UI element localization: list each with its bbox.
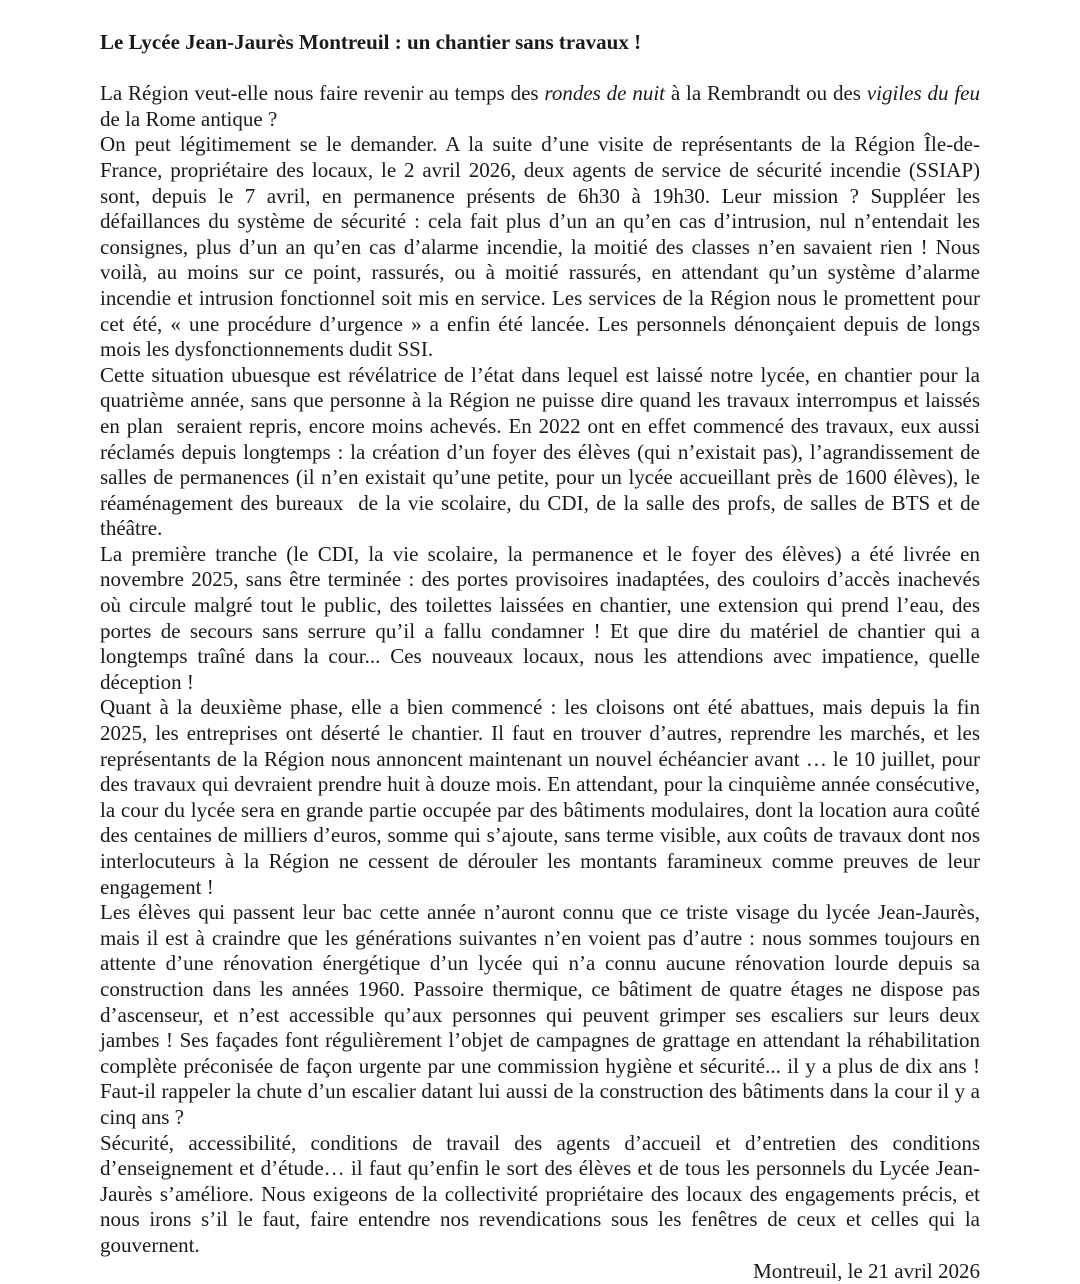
document-title: Le Lycée Jean-Jaurès Montreuil : un chantier sans travaux ! [100, 30, 980, 56]
body-paragraph-situation-ubuesque: Cette situation ubuesque est révélatrice de l’état dans lequel est laissé notre lycée, en chantier pour la quatrième année, sans que personne à la Région ne puisse dire quand les travaux interrompus et laissés en plan seraient repris, encore moins achevés. En 2022 ont en effet commencé des travaux, eux aussi réclamés depuis longtemps : la création d’un foyer des élèves (qui n’existait pas), l’agrandissement de salles de permanences (il n’en existait qu’une petite, pour un lycée accueillant près de 1600 élèves), le réaménagement des bureaux de la vie scolaire, du CDI, de la salle des profs, de salles de BTS et de théâtre. [100, 363, 980, 542]
body-paragraph-conclusion: Sécurité, accessibilité, conditions de travail des agents d’accueil et d’entretien des conditions d’enseignement et d’étude… il faut qu’enfin le sort des élèves et de tous les personnels du Lycée Jean-Jaurès s’améliore. Nous exigeons de la collectivité propriétaire des locaux des engagements précis, et nous irons s’il le faut, faire entendre nos revendications sous les fenêtres de ceux et celles qui la gouvernent. [100, 1131, 980, 1259]
signature-dateline: Montreuil, le 21 avril 2026 [100, 1259, 980, 1284]
body-paragraph-eleves-bac: Les élèves qui passent leur bac cette année n’auront connu que ce triste visage du lycée Jean-Jaurès, mais il est à craindre que les générations suivantes n’en voient pas d’autre : nous sommes toujours en attente d’une rénovation énergétique d’un lycée qui n’a connu aucune rénovation lourde depuis sa construction dans les années 1960. Passoire thermique, ce bâtiment de quatre étages ne dispose pas d’ascenseur, et n’est accessible qu’aux personnes qui peuvent grimper ses escaliers sur leurs deux jambes ! Ses façades font régulièrement l’objet de campagnes de grattage en attendant la réhabilitation complète préconisée de façon urgente par une commission hygiène et sécurité... il y a plus de dix ans ! Faut-il rappeler la chute d’un escalier datant lui aussi de la construction des bâtiments dans la cour il y a cinq ans ? [100, 900, 980, 1130]
italic-phrase-rondes-de-nuit: rondes de nuit [544, 81, 665, 105]
italic-phrase-vigiles-du-feu: vigiles du feu [867, 81, 980, 105]
body-paragraph-security-agents: On peut légitimement se le demander. A la suite d’une visite de représentants de la Région Île-de-France, propriétaire des locaux, le 2 avril 2026, deux agents de service de sécurité incendie (SSIAP) sont, depuis le 7 avril, en permanence présents de 6h30 à 19h30. Leur mission ? Suppléer les défaillances du système de sécurité : cela fait plus d’un an qu’en cas d’intrusion, nul n’entendait les consignes, plus d’un an qu’en cas d’alarme incendie, la moitié des classes n’en savaient rien ! Nous voilà, au moins sur ce point, rassurés, ou à moitié rassurés, en attendant qu’un système d’alarme incendie et intrusion fonctionnel soit mis en service. Les services de la Région nous le promettent pour cet été, « une procédure d’urgence » a enfin été lancée. Les personnels dénonçaient depuis de longs mois les dysfonctionnements dudit SSI. [100, 132, 980, 362]
lead-text-segment: de la Rome antique ? [100, 81, 985, 131]
body-paragraph-deuxieme-phase: Quant à la deuxième phase, elle a bien commencé : les cloisons ont été abattues, mais depuis la fin 2025, les entreprises ont déserté le chantier. Il faut en trouver d’autres, reprendre les marchés, et les représentants de la Région nous annoncent maintenant un nouvel échéancier avant … le 10 juillet, pour des travaux qui devraient prendre huit à douze mois. En attendant, pour la cinquième année consécutive, la cour du lycée sera en grande partie occupée par des bâtiments modulaires, dont la location aura coûté des centaines de milliers d’euros, somme qui s’ajoute, sans terme visible, aux coûts de travaux dont nos interlocuteurs à la Région ne cessent de dérouler les montants faramineux comme preuves de leur engagement ! [100, 695, 980, 900]
lead-text-segment: La Région veut-elle nous faire revenir au temps des [100, 81, 544, 105]
lead-paragraph [100, 81, 980, 132]
body-paragraph-premiere-tranche: La première tranche (le CDI, la vie scolaire, la permanence et le foyer des élèves) a été livrée en novembre 2025, sans être terminée : des portes provisoires inadaptées, des couloirs d’accès inachevés où circule malgré tout le public, des toilettes laissées en chantier, une extension qui prend l’eau, des portes de secours sans serrure qu’il a fallu condamner ! Et que dire du matériel de chantier qui a longtemps traîné dans la cour... Ces nouveaux locaux, nous les attendions avec impatience, quelle déception ! [100, 542, 980, 696]
lead-text-segment: à la Rembrandt ou des [665, 81, 867, 105]
